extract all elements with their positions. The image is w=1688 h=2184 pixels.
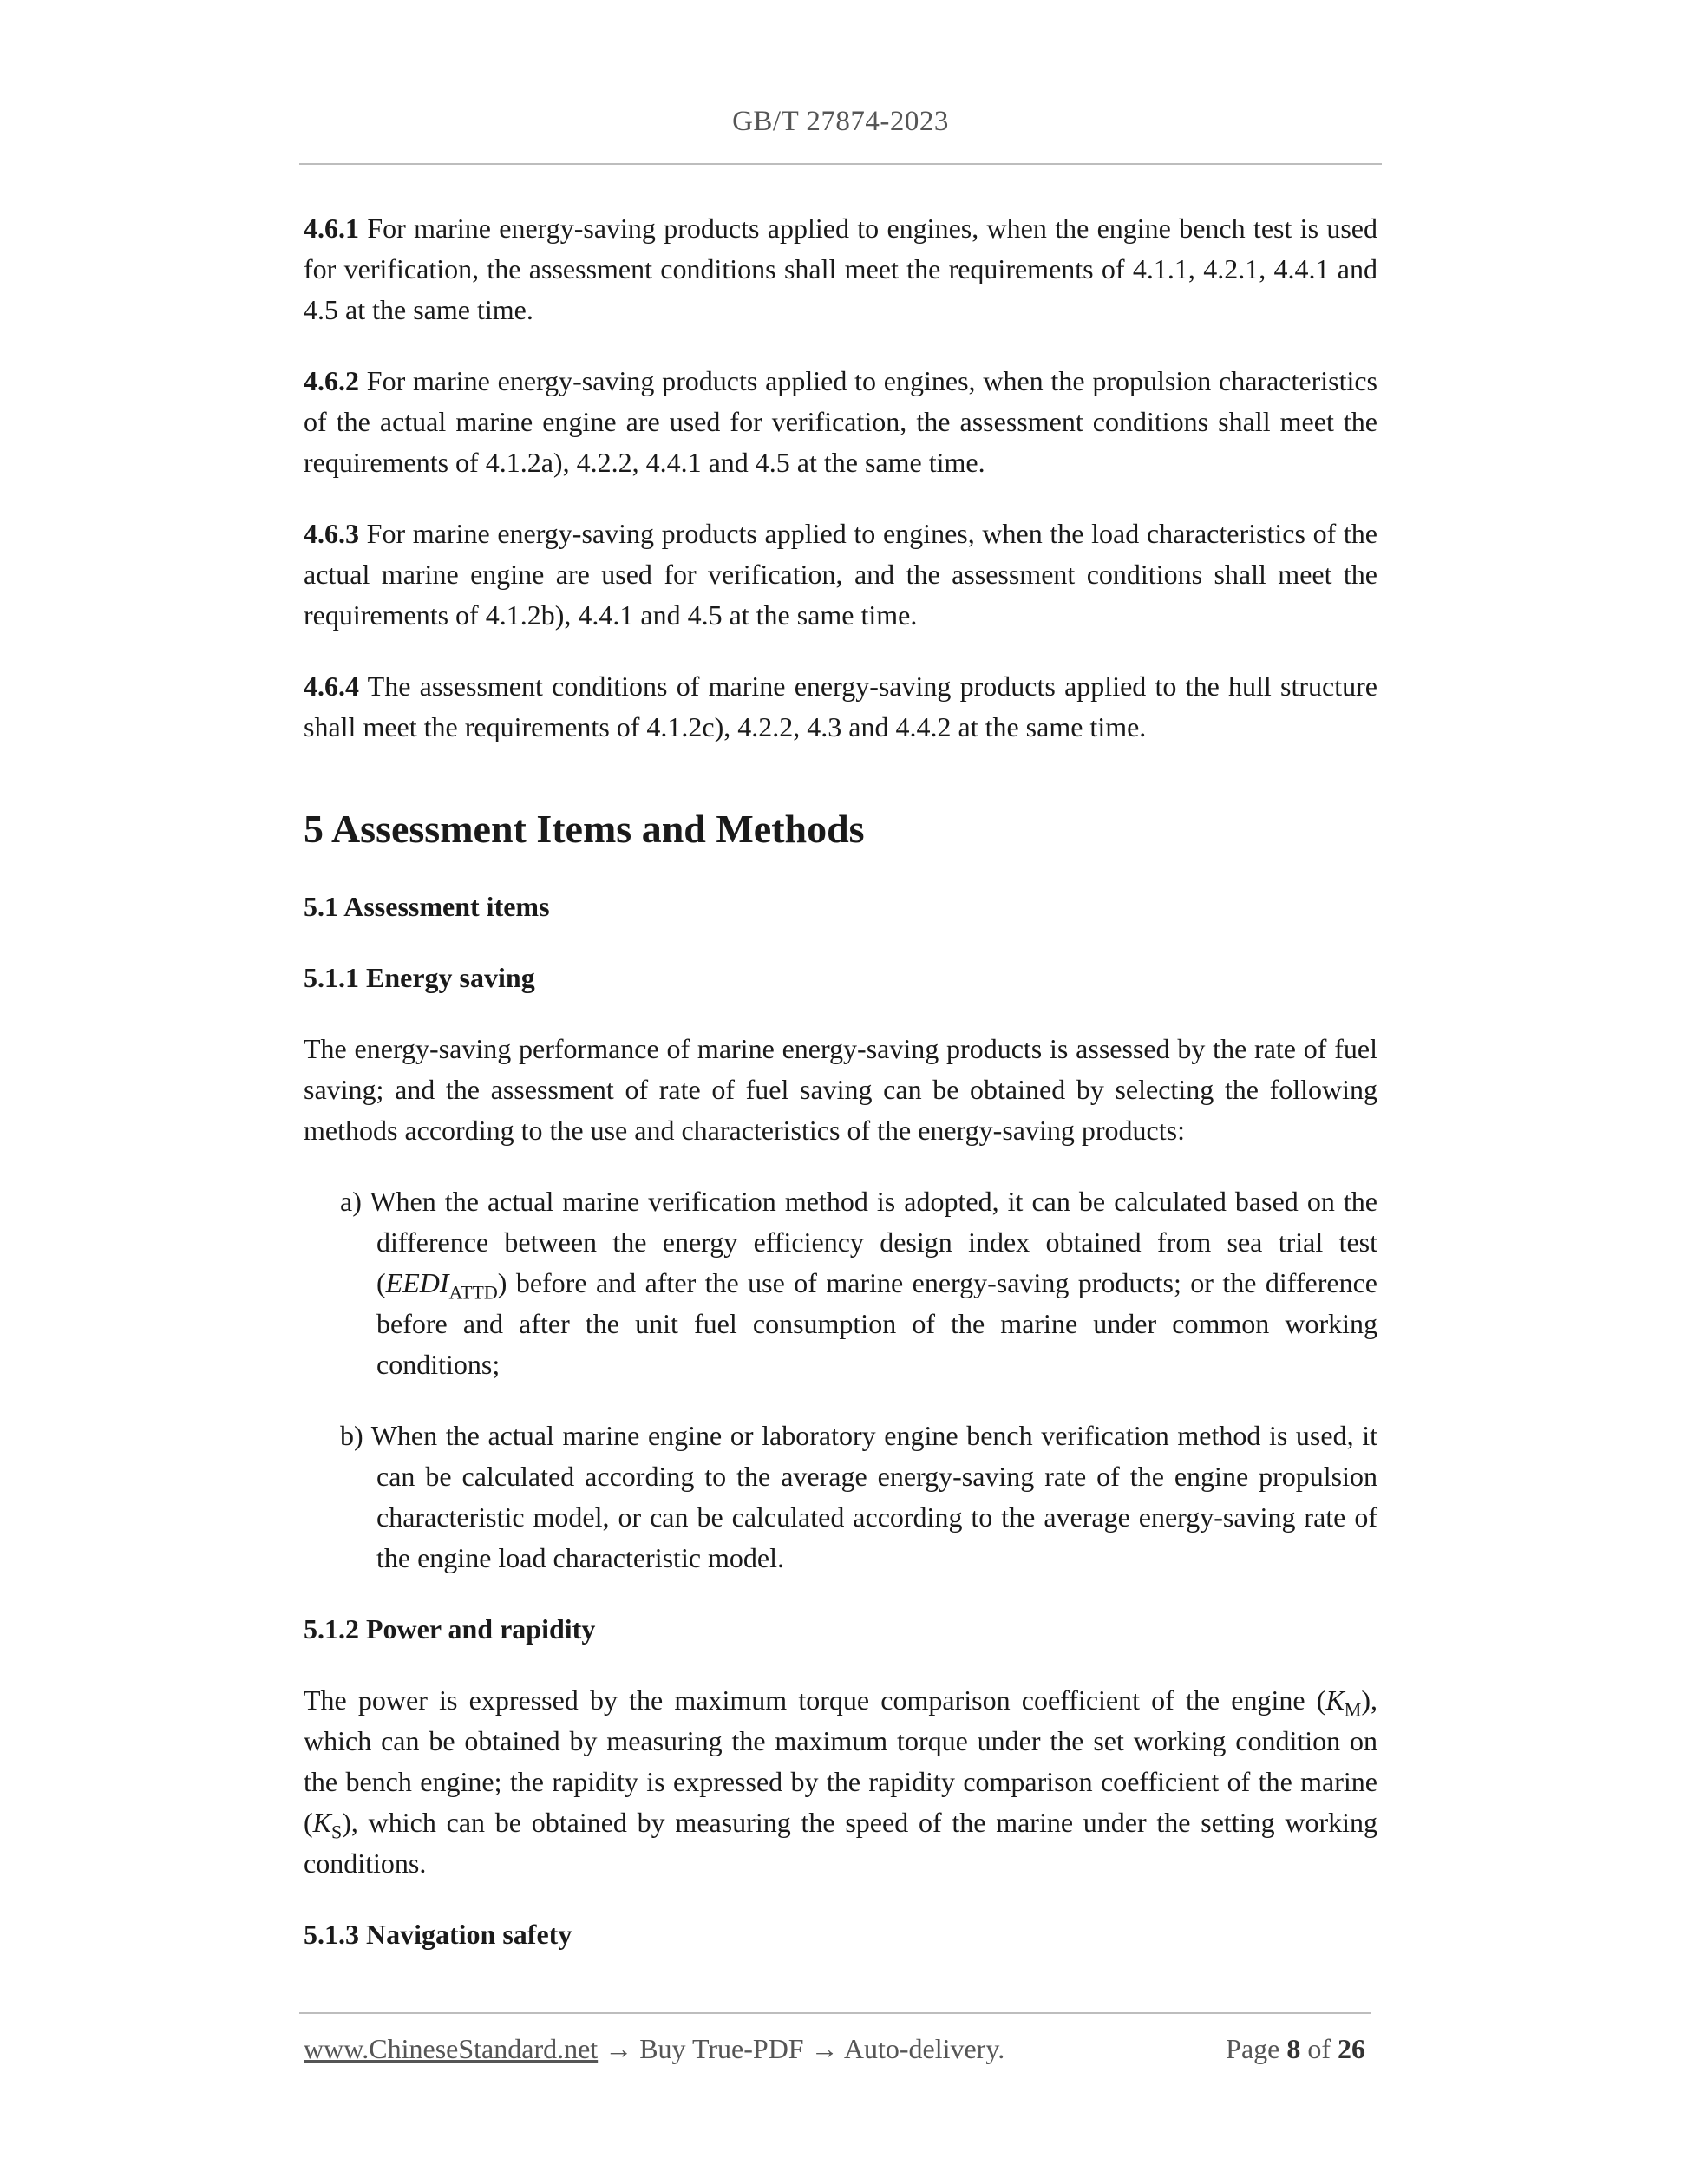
clause-text: For marine energy-saving products applied to engines, when the load characteristics of the actual marine engine are used for verification, and the assessment conditions shall meet the requirements of 4.1.2b), 4.4.1 and 4.5 at the same time.	[304, 518, 1377, 631]
footer-divider	[299, 2012, 1371, 2014]
arrow-icon: →	[803, 2033, 844, 2064]
list-item-text: ) before and after the use of marine energy-saving products; or the difference before and after the unit fuel consumption of the marine under common working conditions;	[376, 1267, 1377, 1380]
page-label: Page	[1226, 2033, 1287, 2064]
clause-number: 4.6.1	[304, 213, 359, 244]
clause-number: 4.6.3	[304, 518, 359, 549]
clause-text: For marine energy-saving products applied to engines, when the propulsion characteristics of the actual marine engine are used for verification, the assessment conditions shall meet the requirements of 4.1.2a), 4.2.2, 4.4.1 and 4.5 at the same time.	[304, 365, 1377, 478]
energy-saving-intro: The energy-saving performance of marine energy-saving products is assessed by the rate of fuel saving; and the assessment of rate of fuel saving can be obtained by selecting the following methods according to the use and characteristics of the energy-saving products:	[304, 1033, 1377, 1146]
clause-text: For marine energy-saving products applied to engines, when the engine bench test is used for verification, the assessment conditions shall meet the requirements of 4.1.1, 4.2.1, 4.4.1 and 4.5 at the same time.	[304, 213, 1377, 325]
list-item-b: b) When the actual marine engine or laboratory engine bench verification method is used, it can be calculated according to the average energy-saving rate of the engine propulsion characteristic model, or can be calculated according to the average energy-saving rate of the engine load characteristic model.	[340, 1420, 1377, 1573]
chapter-5-heading: 5 Assessment Items and Methods	[304, 807, 865, 851]
document-body	[304, 208, 1377, 1985]
paragraph-text: ), which can be obtained by measuring the speed of the marine under the setting working conditions.	[304, 1807, 1377, 1879]
clause-4-6-1	[304, 208, 1377, 330]
of-label: of	[1300, 2033, 1338, 2064]
clause-4-6-4	[304, 666, 1377, 748]
km-subscript: M	[1344, 1698, 1362, 1721]
clause-4-6-3	[304, 513, 1377, 636]
page-total: 26	[1338, 2033, 1365, 2064]
clause-text: The assessment conditions of marine energy-saving products applied to the hull structure shall meet the requirements of 4.1.2c), 4.2.2, 4.3 and 4.4.2 at the same time.	[304, 670, 1377, 742]
paragraph-text: ), which can be obtained by measuring the maximum torque under the set working condition on the bench engine; the rapidity is expressed by the rapidity comparison coefficient of the marine (	[304, 1684, 1377, 1838]
list-item-a	[340, 1181, 1377, 1385]
section-5-1-2-heading: 5.1.2 Power and rapidity	[304, 1613, 596, 1645]
section-5-1-heading: 5.1 Assessment items	[304, 891, 550, 922]
footer-promo	[304, 2033, 1004, 2065]
km-variable: K	[1325, 1684, 1345, 1716]
paragraph-text: The power is expressed by the maximum torque comparison coefficient of the engine (	[304, 1684, 1326, 1716]
list-item-text: a) When the actual marine verification method is adopted, it can be calculated based on the difference between the energy efficiency design index obtained from sea trial test (	[340, 1186, 1377, 1298]
header-divider	[299, 163, 1382, 165]
buy-pdf-text: Buy True-PDF	[639, 2033, 804, 2064]
clause-4-6-2	[304, 361, 1377, 483]
site-link[interactable]: www.ChineseStandard.net	[304, 2033, 599, 2064]
page-number: 8	[1286, 2033, 1301, 2064]
ks-variable: K	[312, 1807, 331, 1838]
auto-delivery-text: Auto-delivery.	[843, 2033, 1005, 2064]
eedi-variable: EEDI	[385, 1267, 449, 1298]
page-indicator	[1226, 2033, 1365, 2065]
ks-subscript: S	[331, 1821, 343, 1843]
power-rapidity-paragraph	[304, 1680, 1377, 1884]
arrow-icon: →	[598, 2033, 640, 2064]
clause-number: 4.6.2	[304, 365, 359, 396]
page-header-doc-id: GB/T 27874-2023	[732, 106, 949, 137]
section-5-1-3-heading: 5.1.3 Navigation safety	[304, 1919, 572, 1950]
eedi-subscript: ATTD	[448, 1281, 498, 1304]
section-5-1-1-heading: 5.1.1 Energy saving	[304, 962, 535, 993]
clause-number: 4.6.4	[304, 670, 359, 702]
